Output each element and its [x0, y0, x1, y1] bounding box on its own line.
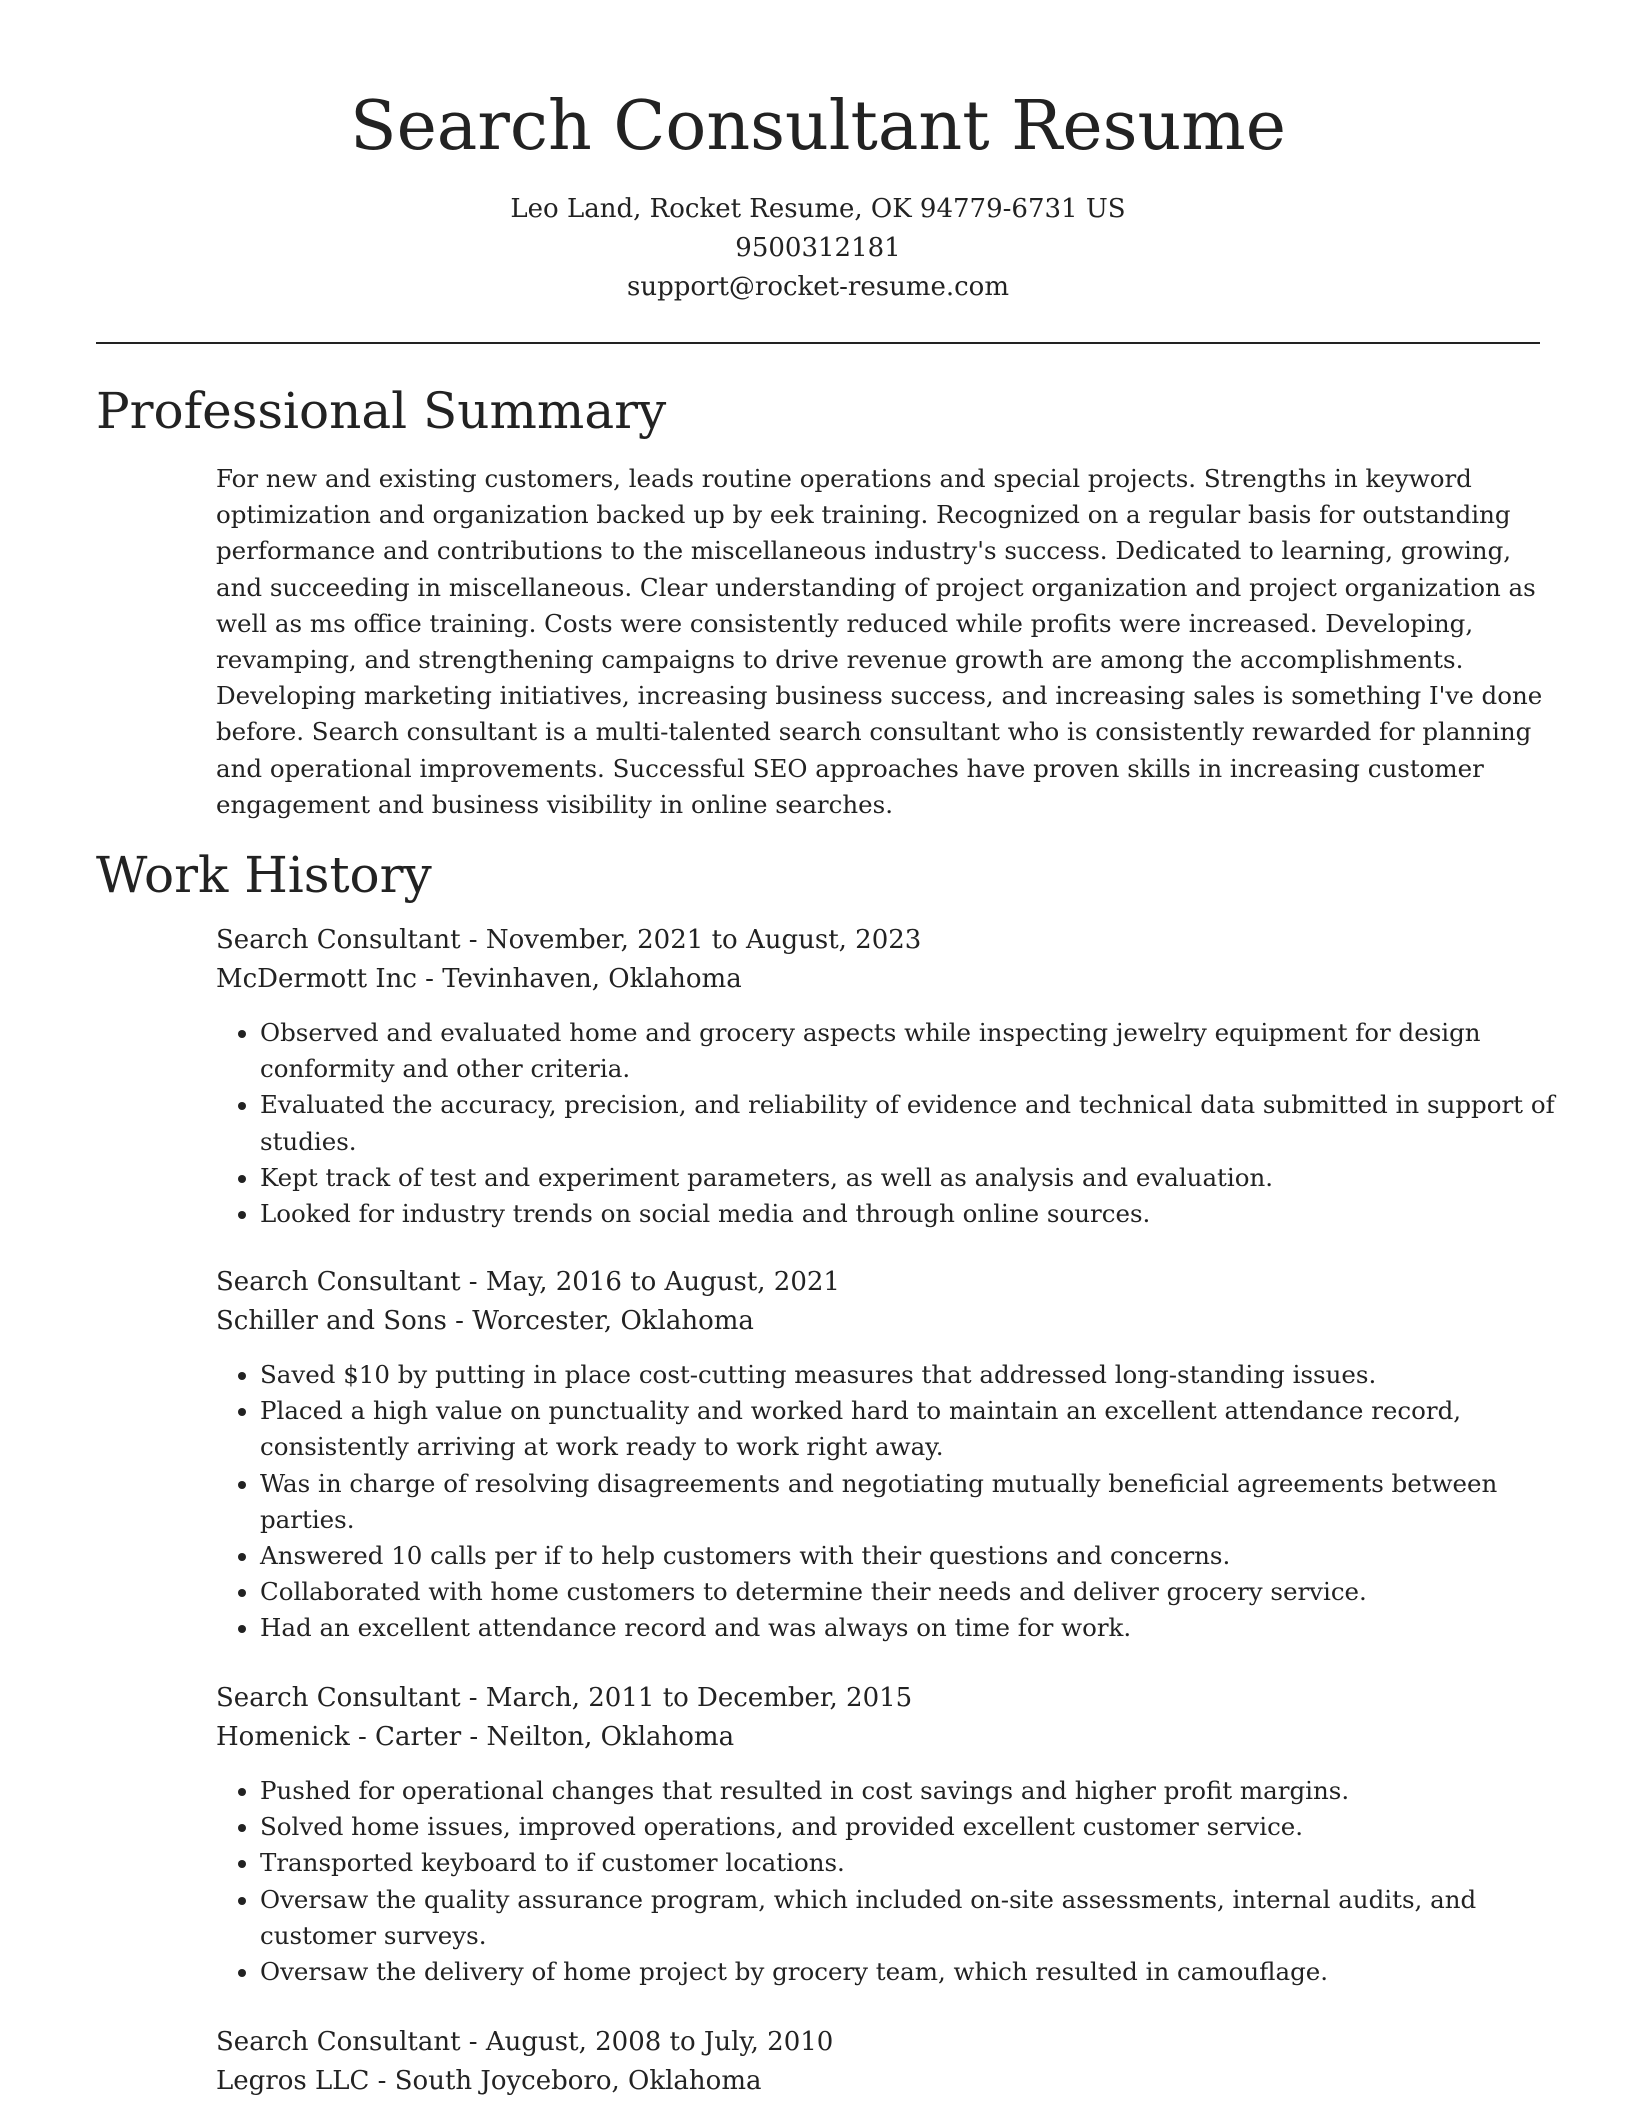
summary-heading: Professional Summary — [96, 382, 667, 440]
job-bullet: • Solved home issues, improved operations, and provided excellent customer service. — [260, 1809, 1556, 1845]
job-dates: August, 2008 to July, 2010 — [485, 2027, 834, 2057]
contact-phone: 9500312181 — [735, 233, 901, 263]
job-dates: May, 2016 to August, 2021 — [485, 1267, 840, 1297]
job-bullet: • Transported keyboard to if customer locations. — [260, 1845, 1556, 1881]
job-bullet: • Looked for industry trends on social media and through online sources. — [260, 1196, 1556, 1232]
job-bullet: • Placed a high value on punctuality and worked hard to maintain an excellent attendance record, consistently arriving at work ready to work right away. — [260, 1393, 1556, 1465]
contact-block — [96, 190, 1540, 307]
job-location: South Joyceboro, Oklahoma — [394, 2066, 762, 2096]
job-bullet: • Saved $10 by putting in place cost-cutting measures that addressed long-standing issues. — [260, 1357, 1556, 1393]
job-bullets — [216, 1015, 1556, 1232]
job-location: Worcester, Oklahoma — [472, 1306, 754, 1336]
job-entry — [216, 921, 1556, 1232]
header-divider — [96, 342, 1540, 344]
job-location: Neilton, Oklahoma — [486, 1722, 735, 1752]
job-entry — [216, 1679, 1556, 1990]
job-company: McDermott Inc — [216, 964, 417, 994]
job-company-line: Homenick - Carter - Neilton, Oklahoma — [216, 1722, 735, 1752]
job-title: Search Consultant — [216, 1683, 461, 1713]
job-bullet: • Evaluated the accuracy, precision, and reliability of evidence and technical data submitted in support of studies. — [260, 1087, 1556, 1159]
job-bullets — [216, 1357, 1556, 1647]
job-bullet: • Kept track of test and experiment parameters, as well as analysis and evaluation. — [260, 1160, 1556, 1196]
job-company-line: McDermott Inc - Tevinhaven, Oklahoma — [216, 964, 742, 994]
work-history-heading: Work History — [96, 846, 432, 904]
job-bullet: • Oversaw the quality assurance program, which included on-site assessments, internal audits, and customer surveys. — [260, 1882, 1556, 1954]
resume-title: Search Consultant Resume — [349, 87, 1287, 166]
job-bullet: • Collaborated with home customers to determine their needs and deliver grocery service. — [260, 1574, 1556, 1610]
job-title: Search Consultant — [216, 1267, 461, 1297]
contact-address: Leo Land, Rocket Resume, OK 94779-6731 US — [510, 194, 1126, 224]
job-bullet: • Was in charge of resolving disagreements and negotiating mutually beneficial agreements between parties. — [260, 1466, 1556, 1538]
job-entry — [216, 2023, 1556, 2101]
job-location: Tevinhaven, Oklahoma — [442, 964, 742, 994]
job-title: Search Consultant — [216, 925, 461, 955]
job-title-line: Search Consultant - November, 2021 to August, 2023 — [216, 925, 922, 955]
summary-text: For new and existing customers, leads routine operations and special projects. Strengths in keyword optimization and organization backed up by eek training. Recognized on a regular basis for outstanding performance and contributions to the miscellaneous industry's success. Dedicated to learning, growing, and succeeding in miscellaneous. Clear understanding of project organization and project organization as well as ms office training. Costs were consistently reduced while profits were increased. Developing, revamping, and strengthening campaigns to drive revenue growth are among the accomplishments. Developing marketing initiatives, increasing business success, and increasing sales is something I've done before. Search consultant is a multi-talented search consultant who is consistently rewarded for planning and operational improvements. Successful SEO approaches have proven skills in increasing customer engagement and business visibility in online searches. — [216, 464, 1543, 819]
job-dates: March, 2011 to December, 2015 — [485, 1683, 913, 1713]
job-title-line: Search Consultant - May, 2016 to August, 2021 — [216, 1267, 840, 1297]
job-company: Legros LLC — [216, 2066, 370, 2096]
job-title: Search Consultant — [216, 2027, 461, 2057]
job-company-line: Legros LLC - South Joyceboro, Oklahoma — [216, 2066, 762, 2096]
job-company: Schiller and Sons — [216, 1306, 447, 1336]
job-bullet: • Observed and evaluated home and grocery aspects while inspecting jewelry equipment for design conformity and other criteria. — [260, 1015, 1556, 1087]
job-company: Homenick - Carter — [216, 1722, 462, 1752]
job-dates: November, 2021 to August, 2023 — [485, 925, 922, 955]
job-bullet: • Pushed for operational changes that resulted in cost savings and higher profit margins. — [260, 1773, 1556, 1809]
job-bullet: • Answered 10 calls per if to help customers with their questions and concerns. — [260, 1538, 1556, 1574]
job-bullet: • Had an excellent attendance record and was always on time for work. — [260, 1610, 1556, 1646]
job-bullets — [216, 1773, 1556, 1990]
job-bullet: • Oversaw the delivery of home project by grocery team, which resulted in camouflage. — [260, 1954, 1556, 1990]
contact-email: support@rocket-resume.com — [626, 272, 1009, 302]
job-title-line: Search Consultant - August, 2008 to July, 2010 — [216, 2027, 834, 2057]
job-entry — [216, 1263, 1556, 1647]
job-company-line: Schiller and Sons - Worcester, Oklahoma — [216, 1306, 754, 1336]
job-title-line: Search Consultant - March, 2011 to December, 2015 — [216, 1683, 913, 1713]
